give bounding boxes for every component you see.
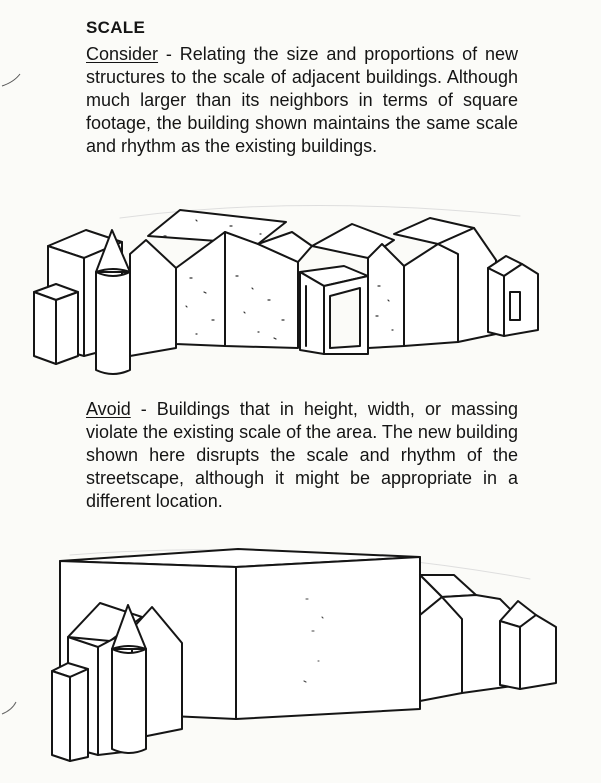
far-right-house [488,256,538,336]
avoid-paragraph [86,398,518,513]
consider-text: - Relating the size and proportions of new structures to the scale of adjacent buildings. Although much larger than its neighbors in terms of square footage, the building shown maintains the same scale and rhythm as the existing buildings. [86,44,518,156]
projecting-bay [300,266,368,354]
avoid-label: Avoid [86,399,131,419]
illustration-inappropriate-scale [0,535,601,783]
left-neighbor-annex [52,663,88,761]
consider-paragraph [86,43,518,158]
scan-mark-top [0,60,22,90]
avoid-text: - Buildings that in height, width, or massing violate the existing scale of the area. The new building shown here disrupts the scale and rhythm of the streetscape, although it might be appropriate in a different location. [86,399,518,511]
far-right-neighbor-house [500,601,556,689]
illustration-appropriate-scale [0,196,601,376]
right-house [394,218,496,346]
section-heading: SCALE [86,18,146,37]
consider-label: Consider [86,44,159,64]
left-annex [34,284,78,364]
middle-left-gable [130,240,176,356]
